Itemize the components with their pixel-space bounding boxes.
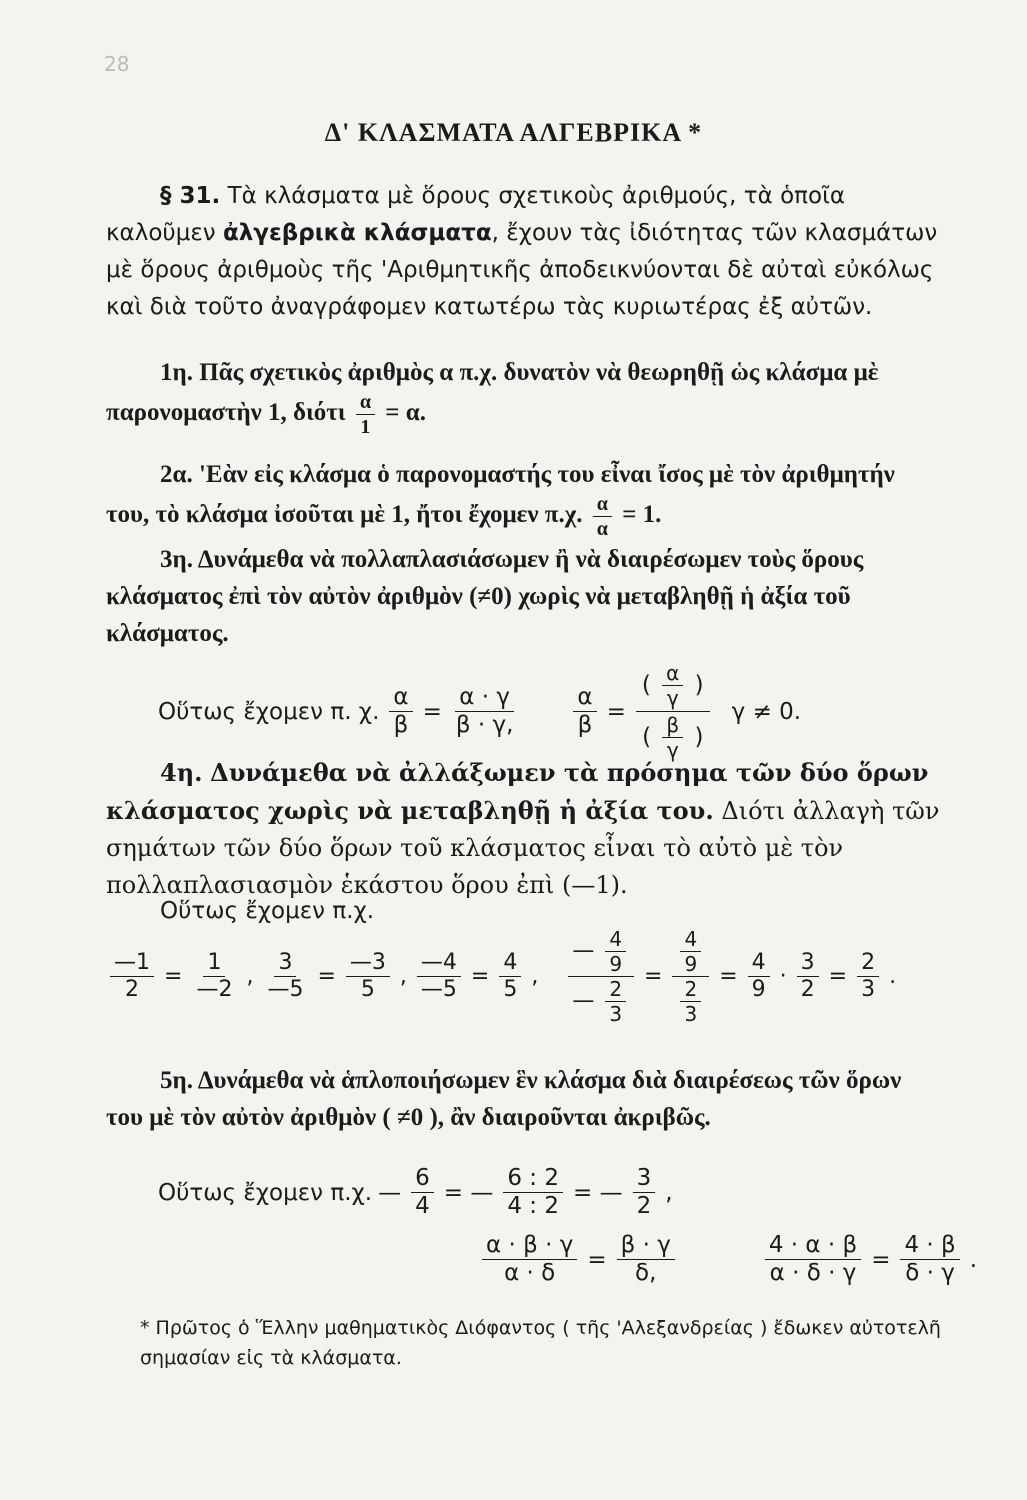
rule-1: 1η. Πᾶς σχετικὸς ἀριθμὸς α π.χ. δυνατὸν νὰ θεωρηθῇ ὡς κλάσμα μὲ παρονομαστὴν 1, διότι $\frac{\alpha}{1}$ = α. [106,359,879,438]
fraction-a-over-1: $\frac{\alpha}{1}$ [356,391,375,438]
compound-fraction-3: $\frac{\frac{4}{9}}{\frac{2}{3}}$ [672,928,709,1025]
rule-3: 3η. Δυνάμεθα νὰ πολλαπλασιάσωμεν ἢ νὰ διαιρέσωμεν τοὺς ὅρους κλάσματος ἐπὶ τὸν αὐτὸν ἀριθμὸν (≠0) χωρὶς νὰ μεταβληθῇ ἡ ἀξία τοῦ κλάσματος. [106,546,864,647]
fraction-a-over-a: $\frac{\alpha}{\alpha}$ [593,493,612,540]
fraction-a-over-b-2: $\frac{\alpha}{\beta}$ [573,685,596,739]
page-heading: Δ' ΚΛΑΣΜΑΤΑ ΑΛΓΕΒΡΙΚΑ * [324,118,703,147]
rule-4-example: $\frac{—1}{2}$ = $\frac{1}{—2}$ , $\frac{3}{—5}$ = $\frac{—3}{5}$ , $\frac{—4}{—5}$ = $\frac{4}{5}$ , — $\frac{4}{9}$ — $\frac{2}{3}$ = $\frac{\frac{4}{9}}{\frac{2}{3}}$ = $\frac{4}{9}$ · $\frac{3}{2}$ = $\frac{2}{3}$ . [106,928,896,1025]
rule-2: 2α. 'Εὰν εἰς κλάσμα ὁ παρονομαστής του εἶναι ἴσος μὲ τὸν ἀριθμητήν του, τὸ κλάσμα ἰσοῦται μὲ 1, ἤτοι ἔχομεν π.χ. $\frac{\alpha}{\alpha}$ = 1. [106,461,895,540]
fraction-a-over-b: $\frac{\alpha}{\beta}$ [389,685,412,739]
section-31-paragraph: § 31. Τὰ κλάσματα μὲ ὅρους σχετικοὺς ἀριθμούς, τὰ ὁποῖα καλοῦμεν ἀλγεβρικὰ κλάσματα, ἔχουν τὰς ἰδιότητας τῶν κλασμάτων μὲ ὅρους ἀριθμοὺς τῆς 'Αριθμητικῆς ἀποδεικνύονται δὲ αὐταὶ εὐκόλως καὶ διὰ τοῦτο ἀναγράφομεν κατωτέρω τὰς κυριωτέρας ἐξ αὐτῶν. [106,183,938,320]
rule-4: 4η. Δυνάμεθα νὰ ἀλλάξωμεν τὰ πρόσημα τῶν δύο ὅρων κλάσματος χωρὶς νὰ μεταβληθῇ ἡ ἀξία του. Διότι ἀλλαγὴ τῶν σημάτων τῶν δύο ὅρων τοῦ κλάσματος εἶναι τὸ αὐτὸ μὲ τὸν πολλαπλασιασμὸν ἑκάστου ὅρου ἐπὶ (—1). [106,758,940,899]
rule-5-example-1: Οὕτως ἔχομεν π.χ. — $\frac{6}{4}$ = — $\frac{6 : 2}{4 : 2}$ = — $\frac{3}{2}$ , [158,1165,673,1220]
page-number: 28 [104,52,130,76]
footnote: * Πρῶτος ὁ Ἕλλην μαθηματικὸς Διόφαντος ( τῆς 'Αλεξανδρείας ) ἔδωκεν αὐτοτελῆ σημασίαν εἰς τὰ κλάσματα. [140,1317,941,1369]
compound-fraction-2: — $\frac{4}{9}$ — $\frac{2}{3}$ [568,928,634,1025]
rule-3-example: Οὕτως ἔχομεν π. χ. $\frac{\alpha}{\beta}$ = $\frac{\alpha \cdot \gamma}{\beta \cdot \gamma,}$ $\frac{\alpha}{\beta}$ = ( $\frac{\alpha}{\gamma}$ ) ( $\frac{\beta}{\gamma}$ ) γ ≠ 0. [158,661,802,762]
rule-5-example-2: $\frac{\alpha \cdot \beta \cdot \gamma}{\alpha \cdot \delta}$ = $\frac{\beta \cdot \gamma}{\delta,}$ $\frac{4 \cdot \alpha \cdot \beta}{\alpha \cdot \delta \cdot \gamma}$ = $\frac{4 \cdot \beta}{\delta \cdot \gamma}$ . [478,1233,977,1287]
rule-5: 5η. Δυνάμεθα νὰ ἁπλοποιήσωμεν ἓν κλάσμα διὰ διαιρέσεως τῶν ὅρων του μὲ τὸν αὐτὸν ἀριθμὸν ( ≠0 ), ἂν διαιροῦνται ἀκριβῶς. [106,1067,902,1131]
term-algebraic-fractions: ἀλγεβρικὰ κλάσματα [222,220,492,246]
section-number: § 31. [160,183,221,209]
compound-fraction: ( $\frac{\alpha}{\gamma}$ ) ( $\frac{\beta}{\gamma}$ ) [636,660,710,763]
fraction-ag-over-bg: $\frac{\alpha \cdot \gamma}{\beta \cdot \gamma,}$ [455,683,514,738]
rule-4-example-lead: Οὕτως ἔχομεν π.χ. [160,898,375,924]
